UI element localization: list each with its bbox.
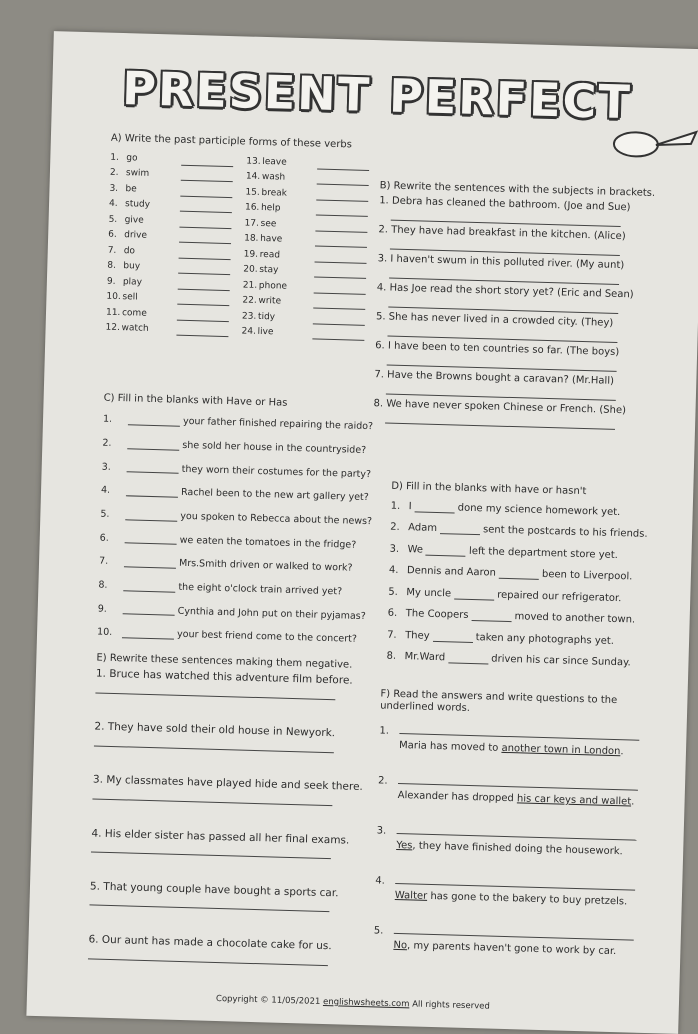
section-d [386, 481, 681, 676]
underlined-words: another town in London [501, 743, 620, 757]
verb-number: 4. [109, 199, 125, 210]
item-number: 8. [386, 651, 404, 663]
answer-blank[interactable] [180, 202, 232, 213]
verb-word: watch [121, 323, 173, 335]
sentence-text: 3. My classmates have played hide and seek there. [93, 774, 373, 794]
item-text: you spoken to Rebecca about the news? [180, 511, 372, 528]
section-c-list [97, 408, 394, 653]
answer-blank[interactable] [448, 654, 488, 665]
verb-number: 5. [108, 214, 124, 225]
verb-column-1 [105, 148, 236, 337]
section-f-list [373, 715, 669, 959]
answer-blank[interactable] [125, 510, 177, 521]
verb-number: 21. [243, 280, 259, 291]
verb-number: 3. [109, 183, 125, 194]
item-text: your best friend come to the concert? [177, 629, 357, 645]
section-b-list [373, 195, 679, 431]
section-e-heading: E) Rewrite these sentences making them negative. [96, 653, 376, 673]
question-item [377, 765, 668, 809]
answer-blank[interactable] [415, 502, 455, 513]
answer-blank[interactable] [127, 439, 179, 450]
answer-blank[interactable] [454, 589, 494, 600]
sentence-text: 2. They have had breakfast in the kitchen. (Alice) [378, 224, 678, 244]
verb-word: buy [123, 261, 175, 273]
item-text: Cynthia and John put on their pyjamas? [178, 605, 366, 622]
verb-word: see [260, 219, 312, 231]
verb-number: 23. [242, 311, 258, 322]
verb-word: write [258, 296, 310, 308]
answer-blank[interactable] [314, 267, 366, 278]
verb-number: 2. [110, 168, 126, 179]
answer-blank[interactable] [177, 310, 229, 321]
verb-word: go [126, 153, 178, 165]
answer-blank[interactable] [179, 217, 231, 228]
sentence-text: 6. Our aunt has made a chocolate cake for us. [88, 933, 368, 953]
item-number: 5. [374, 925, 384, 937]
section-a [105, 133, 371, 341]
verb-word: break [261, 188, 313, 200]
answer-line[interactable] [393, 921, 633, 941]
sentence-text: 4. His elder sister has passed all her final exams. [91, 827, 371, 847]
item-text: sent the postcards to his friends. [483, 525, 648, 542]
section-e-list [88, 668, 376, 975]
answer-blank[interactable] [313, 298, 365, 309]
item-text: they worn their costumes for the party? [182, 463, 372, 480]
verb-word: sell [122, 292, 174, 304]
answer-line[interactable] [395, 871, 635, 891]
sentence-text: 7. Have the Browns bought a caravan? (Mr.Hall) [374, 369, 674, 389]
sentence-item [375, 311, 676, 344]
underlined-words: No [393, 940, 407, 951]
item-text: done my science homework yet. [457, 502, 620, 519]
item-number: 6. [388, 608, 406, 620]
sentence-item [376, 282, 677, 315]
verb-word: have [260, 234, 312, 246]
answer-post: , they have finished doing the housework. [412, 840, 623, 857]
answer-pre: Alexander has dropped [398, 790, 518, 804]
item-text: moved to another town. [514, 611, 635, 626]
item-number: 5. [100, 508, 122, 520]
section-c-heading: C) Fill in the blanks with Have or Has [103, 393, 393, 413]
answer-blank[interactable] [471, 611, 511, 622]
answer-blank[interactable] [317, 159, 369, 170]
sentence-text: 4. Has Joe read the short story yet? (Eric and Sean) [377, 282, 677, 302]
item-number: 3. [102, 461, 124, 473]
question-item [375, 865, 666, 909]
verb-number: 7. [108, 245, 124, 256]
verb-word: do [124, 246, 176, 258]
sentence-text: 8. We have never spoken Chinese or French. (She) [373, 398, 673, 418]
answer-blank[interactable] [126, 486, 178, 497]
answer-pre: Maria has moved to [399, 740, 502, 754]
sentence-text: 5. She has never lived in a crowded city. (They) [376, 311, 676, 331]
item-number: 1. [379, 725, 389, 737]
item-subject: Dennis and Aaron [407, 565, 496, 579]
section-b-heading: B) Rewrite the sentences with the subjects in brackets. [380, 180, 680, 200]
verb-word: play [123, 277, 175, 289]
verb-word: drive [124, 230, 176, 242]
verb-word: tidy [258, 312, 310, 324]
item-text: been to Liverpool. [542, 569, 633, 584]
item-number: 9. [98, 603, 120, 615]
sentence-item [373, 398, 674, 431]
answer-blank[interactable] [122, 628, 174, 639]
verb-word: study [125, 199, 177, 211]
item-text: Mrs.Smith driven or walked to work? [179, 558, 353, 574]
section-a-heading: A) Write the past participle forms of these verbs [111, 133, 371, 152]
verb-number: 18. [244, 234, 260, 245]
answer-blank[interactable] [178, 279, 230, 290]
verb-number: 19. [244, 249, 260, 260]
section-d-heading: D) Fill in the blanks with have or hasn't [391, 481, 681, 501]
answer-line[interactable] [396, 821, 636, 841]
verb-word: wash [262, 172, 314, 184]
answer-blank[interactable] [179, 233, 231, 244]
sentence-text: 2. They have sold their old house in Newyork. [94, 721, 374, 741]
verb-number: 14. [246, 172, 262, 183]
answer-blank[interactable] [124, 557, 176, 568]
answer-blank[interactable] [180, 186, 232, 197]
item-number: 3. [376, 825, 386, 837]
item-number: 2. [378, 775, 388, 787]
verb-word: come [122, 308, 174, 320]
item-subject: We [407, 544, 423, 556]
verb-number: 9. [107, 276, 123, 287]
item-text: we eaten the tomatoes in the fridge? [180, 534, 357, 550]
worksheet [26, 31, 698, 1034]
verb-number: 24. [241, 327, 257, 338]
item-number: 2. [102, 437, 124, 449]
answer-blank[interactable] [315, 252, 367, 263]
item-number: 4. [389, 565, 407, 577]
verb-number: 17. [244, 218, 260, 229]
answer-blank[interactable] [178, 264, 230, 275]
negative-item [92, 774, 373, 815]
question-item [376, 815, 667, 859]
answer-blank[interactable] [123, 581, 175, 592]
copyright-suffix: All rights reserved [409, 999, 490, 1011]
answer-blank[interactable] [313, 314, 365, 325]
answer-blank[interactable] [315, 221, 367, 232]
negative-item [91, 827, 372, 868]
verb-number: 15. [245, 187, 261, 198]
verb-word: live [257, 327, 309, 339]
item-text: she sold her house in the countryside? [182, 440, 366, 457]
section-e [87, 653, 376, 995]
underlined-words: his car keys and wallet [517, 793, 632, 807]
pencil-icon [610, 122, 698, 169]
verb-column-2 [241, 152, 372, 341]
verb-number: 13. [246, 156, 262, 167]
negative-item [95, 668, 376, 709]
answer-post: . [631, 797, 634, 808]
section-b [373, 180, 680, 435]
answer-post: . [620, 746, 623, 757]
underlined-words: Walter [395, 890, 428, 902]
answer-blank[interactable] [316, 190, 368, 201]
sentence-text: 1. Bruce has watched this adventure film before. [96, 668, 376, 688]
sentence-text: 5. That young couple have bought a sports car. [90, 880, 370, 900]
sentence-item [378, 224, 679, 257]
answer-blank[interactable] [123, 605, 175, 616]
answer-blank[interactable] [181, 171, 233, 182]
item-text: taken any photographs yet. [475, 632, 614, 648]
item-text: driven his car since Sunday. [491, 654, 631, 670]
item-number: 2. [390, 522, 408, 534]
verb-word: read [260, 250, 312, 262]
item-subject: The Coopers [406, 608, 469, 622]
item-text: your father finished repairing the raido? [183, 416, 373, 433]
item-text: Rachel been to the new art gallery yet? [181, 487, 369, 504]
item-number: 7. [99, 556, 121, 568]
question-item [379, 715, 670, 759]
answer-line[interactable] [398, 771, 638, 791]
answer-blank[interactable] [440, 524, 480, 535]
verb-number: 1. [110, 152, 126, 163]
item-subject: Mr.Ward [404, 651, 445, 664]
item-number: 6. [100, 532, 122, 544]
item-number: 7. [387, 629, 405, 641]
verb-word: stay [259, 265, 311, 277]
item-number: 5. [388, 586, 406, 598]
verb-word: phone [259, 281, 311, 293]
negative-item [89, 880, 370, 921]
item-number: 1. [103, 414, 125, 426]
answer-blank[interactable] [316, 205, 368, 216]
verb-number: 16. [245, 203, 261, 214]
answer-blank[interactable] [426, 545, 466, 556]
answer-blank[interactable] [127, 463, 179, 474]
verb-word: give [124, 215, 176, 227]
answer-blank[interactable] [128, 415, 180, 426]
verb-number: 8. [107, 261, 123, 272]
answer-post: has gone to the bakery to buy pretzels. [427, 891, 627, 908]
section-f [373, 688, 671, 973]
sentence-item [374, 369, 675, 402]
page-title: PRESENT PERFECT [122, 61, 633, 129]
item-number: 4. [101, 485, 123, 497]
item-text: the eight o'clock train arrived yet? [178, 582, 342, 598]
item-subject: They [405, 630, 430, 643]
answer-blank[interactable] [315, 236, 367, 247]
verb-word: help [261, 203, 313, 215]
negative-item [88, 933, 369, 974]
sentence-item [375, 340, 676, 373]
answer-blank[interactable] [317, 174, 369, 185]
verb-number: 20. [243, 265, 259, 276]
item-text: repaired our refrigerator. [497, 589, 622, 604]
verb-word: leave [262, 157, 314, 169]
answer-blank[interactable] [177, 295, 229, 306]
answer-blank[interactable] [314, 283, 366, 294]
verb-number: 22. [242, 296, 258, 307]
copyright-link[interactable]: englishwsheets.com [323, 997, 410, 1009]
sentence-text: 1. Debra has cleaned the bathroom. (Joe and Sue) [379, 195, 679, 215]
section-d-list [386, 496, 681, 676]
verb-word: be [125, 184, 177, 196]
verb-number: 11. [106, 307, 122, 318]
answer-blank[interactable] [499, 569, 539, 580]
item-text: left the department store yet. [469, 546, 618, 562]
item-subject: My uncle [406, 587, 451, 600]
question-item [373, 915, 664, 959]
answer-post: , my parents haven't gone to work by car. [407, 940, 616, 957]
answer-line[interactable] [399, 721, 639, 741]
item-number: 8. [98, 580, 120, 592]
answer-blank[interactable] [181, 155, 233, 166]
section-c [97, 393, 394, 653]
item-number: 4. [375, 875, 385, 887]
copyright-text: Copyright © 11/05/2021 [216, 994, 323, 1007]
verb-number: 10. [106, 292, 122, 303]
item-number: 3. [389, 543, 407, 555]
answer-blank[interactable] [125, 534, 177, 545]
sentence-text: 6. I have been to ten countries so far. (The boys) [375, 340, 675, 360]
item-subject: I [409, 501, 412, 513]
answer-blank[interactable] [312, 329, 364, 340]
answer-blank[interactable] [433, 632, 473, 643]
sentence-text: 3. I haven't swum in this polluted river. (My aunt) [377, 253, 677, 273]
verb-number: 6. [108, 230, 124, 241]
item-number: 1. [391, 500, 409, 512]
item-subject: Adam [408, 522, 437, 535]
verb-number: 12. [105, 323, 121, 334]
section-f-heading: F) Read the answers and write questions to the underlined words. [380, 688, 671, 720]
answer-blank[interactable] [176, 326, 228, 337]
sentence-item [379, 195, 680, 228]
negative-item [94, 721, 375, 762]
underlined-words: Yes [396, 840, 412, 851]
sentence-item [377, 253, 678, 286]
answer-blank[interactable] [179, 248, 231, 259]
item-number: 10. [97, 627, 119, 639]
verb-word: swim [126, 168, 178, 180]
